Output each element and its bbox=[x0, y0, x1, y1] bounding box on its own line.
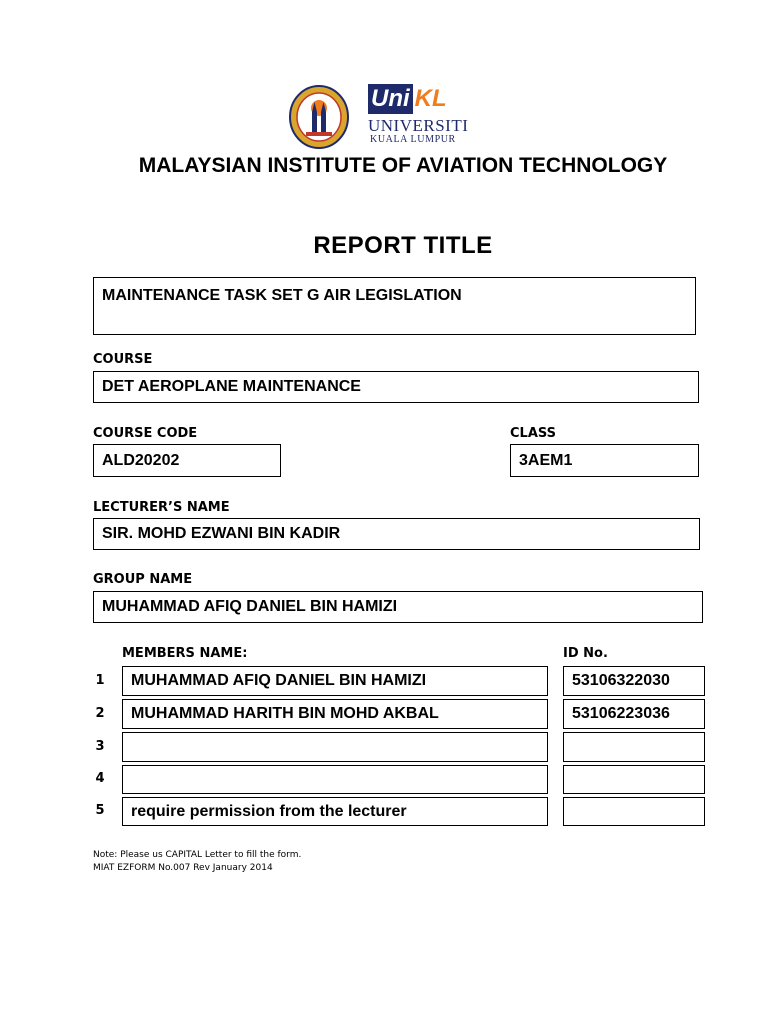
member-id-field[interactable] bbox=[563, 732, 705, 762]
lecturer-label: LECTURER’S NAME bbox=[93, 500, 230, 515]
report-title-label: REPORT TITLE bbox=[313, 232, 493, 259]
uni-suffix: KL bbox=[414, 85, 447, 112]
member-id-field[interactable] bbox=[563, 765, 705, 794]
member-name-field[interactable] bbox=[122, 666, 548, 696]
course-value: DET AEROPLANE MAINTENANCE bbox=[102, 378, 361, 395]
member-id-value: 53106322030 bbox=[572, 672, 670, 689]
group-name-field[interactable] bbox=[93, 591, 703, 623]
member-row-number: 5 bbox=[95, 803, 105, 818]
member-name-field[interactable] bbox=[122, 797, 548, 826]
group-name-label: GROUP NAME bbox=[93, 572, 193, 587]
member-name-value: require permission from the lecturer bbox=[131, 803, 407, 820]
university-crest-icon bbox=[288, 84, 350, 150]
unikl-wordmark bbox=[368, 84, 447, 114]
lecturer-value: SIR. MOHD EZWANI BIN KADIR bbox=[102, 525, 341, 542]
class-value: 3AEM1 bbox=[519, 452, 573, 469]
uni-prefix: Uni bbox=[368, 84, 413, 114]
course-code-label: COURSE CODE bbox=[93, 426, 198, 441]
member-name-field[interactable] bbox=[122, 732, 548, 762]
member-id-field[interactable] bbox=[563, 699, 705, 729]
lecturer-field[interactable] bbox=[93, 518, 700, 550]
member-id-field[interactable] bbox=[563, 666, 705, 696]
note-capital-letters: Note: Please us CAPITAL Letter to fill the form. bbox=[93, 850, 302, 860]
report-title-value: MAINTENANCE TASK SET G AIR LEGISLATION bbox=[102, 287, 462, 304]
member-row-number: 3 bbox=[95, 739, 105, 754]
course-code-field[interactable] bbox=[93, 444, 281, 477]
member-name-field[interactable] bbox=[122, 765, 548, 794]
logo-group bbox=[288, 84, 468, 150]
university-name-line2: KUALA LUMPUR bbox=[370, 134, 456, 145]
member-name-value: MUHAMMAD AFIQ DANIEL BIN HAMIZI bbox=[131, 672, 427, 689]
course-label: COURSE bbox=[93, 352, 153, 367]
university-name-line1: UNIVERSITI bbox=[368, 116, 469, 135]
class-label: CLASS bbox=[510, 426, 557, 441]
members-name-header: MEMBERS NAME: bbox=[122, 646, 248, 661]
id-no-header: ID No. bbox=[563, 646, 608, 661]
member-name-field[interactable] bbox=[122, 699, 548, 729]
class-field[interactable] bbox=[510, 444, 699, 477]
institute-name: MALAYSIAN INSTITUTE OF AVIATION TECHNOLOGY bbox=[138, 154, 668, 177]
form-note bbox=[93, 849, 301, 875]
course-code-value: ALD20202 bbox=[102, 452, 180, 469]
note-form-revision: MIAT EZFORM No.007 Rev January 2014 bbox=[93, 863, 273, 873]
member-id-field[interactable] bbox=[563, 797, 705, 826]
member-name-value: MUHAMMAD HARITH BIN MOHD AKBAL bbox=[131, 705, 439, 722]
member-row-number: 2 bbox=[95, 706, 105, 721]
report-title-field[interactable] bbox=[93, 277, 696, 335]
member-id-value: 53106223036 bbox=[572, 705, 670, 722]
member-row-number: 4 bbox=[95, 771, 105, 786]
member-row-number: 1 bbox=[95, 673, 105, 688]
group-name-value: MUHAMMAD AFIQ DANIEL BIN HAMIZI bbox=[102, 598, 398, 615]
course-field[interactable] bbox=[93, 371, 699, 403]
